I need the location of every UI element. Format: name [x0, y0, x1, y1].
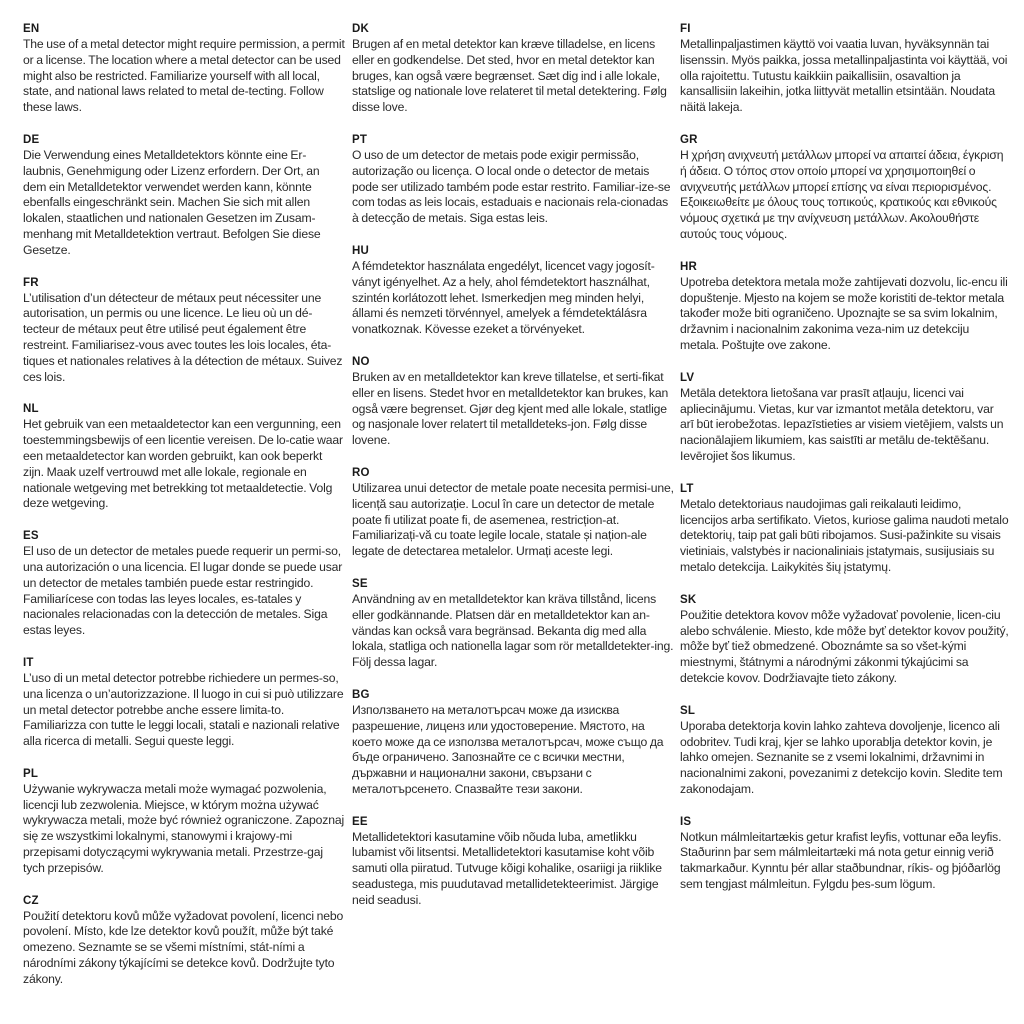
language-code: BG [352, 688, 370, 701]
notice-text: L’utilisation d’un détecteur de métaux peut nécessiter une autorisation, un permis ou une licence. Le lieu où un dé-tecteur de métaux peut être utilisé peut également être restreint. Familiarisez-vous avec toutes les lois locales, éta-tiques et nationales relatives à la détection de métaux. Suivez ces lois. [23, 290, 343, 384]
notice-text: Използването на металотърсач може да изисква разрешение, лиценз или удостоверение. Мястото, на което може да се използва металотърсач, може също да бъде ограничено. Запознайте се с всички местни, държавни и национални закони, свързани с металотърсенето. Спазвайте тези закони. [352, 702, 664, 796]
section-fr [23, 275, 345, 386]
notice-text: Notkun málmleitartækis getur krafist leyfis, vottunar eða leyfis. Staðurinn þar sem málmleitartæki má nota getur einnig verið takmarkaður. Kynntu þér allar staðbundnar, ríkis- og þjóðarlög sem tengjast málmleitun. Fylgdu þes-sum lögum. [680, 829, 1002, 892]
section-pl [23, 766, 345, 877]
notice-text: Användning av en metalldetektor kan kräva tillstånd, licens eller godkännande. Platsen där en metalldetektor kan an-vändas kan också vara begränsad. Bekanta dig med alla lokala, statliga och nationella lagar som rör metalldetekter-ing. Följ dessa lagar. [352, 591, 674, 670]
section-ro [352, 465, 674, 560]
language-code: DE [23, 133, 40, 146]
section-hu [352, 243, 674, 338]
language-code: IS [680, 815, 692, 828]
section-fi [680, 21, 1010, 116]
notice-text: Bruken av en metalldetektor kan kreve tillatelse, et serti-fikat eller en lisens. Stedet hvor en metalldetektor kan brukes, kan også være begrenset. Gjør deg kjent med alle lokale, statlige og nasjonale lover relatert til metalldeteks-jon. Følg disse lovene. [352, 369, 669, 448]
section-en [23, 21, 345, 116]
language-code: FI [680, 23, 691, 35]
language-code: NL [23, 403, 39, 416]
language-code: NO [352, 355, 370, 368]
notice-text: Utilizarea unui detector de metale poate necesita permisi-une, licență sau autorizație. Locul în care un detector de metale poate fi utilizat poate fi, de asemenea, restricțion-at. Familiarizați-vă cu toate legile locale, statale și națion-ale legate de detectarea metalelor. Urmați aceste legi. [352, 480, 674, 559]
notice-text: Het gebruik van een metaaldetector kan een vergunning, een toestemmingsbewijs of een licentie vereisen. De lo-catie waar een metaaldetector kan worden gebruikt, kan ook beperkt zijn. Maak uzelf vertrouwd met alle lokale, regionale en nationale wetgeving met betrekking tot metaaldetectie. Volg deze wetgeving. [23, 417, 343, 511]
notice-text: Uporaba detektorja kovin lahko zahteva dovoljenje, licenco ali odobritev. Tudi kraj, kjer se lahko uporablja detektor kovin, je lahko omejen. Seznanite se z vsemi lokalnimi, državnimi in nacionalnimi zakoni, povezanimi z detekcijo kovin. Sledite tem zakonodajam. [680, 718, 1003, 796]
section-gr [680, 132, 1010, 243]
section-sl [680, 703, 1010, 798]
notice-text: Metallinpaljastimen käyttö voi vaatia luvan, hyväksynnän tai lisenssin. Myös paikka, jossa metallinpaljastinta voi käyttää, voi olla rajoitettu. Tutustu kaikkiin paikallisiin, osavaltion ja kansallisiin lakeihin, jotka liittyvät metallin etsintään. Noudata näitä lakeja. [680, 37, 1008, 115]
notice-text: Použití detektoru kovů může vyžadovat povolení, licenci nebo povolení. Místo, kde lze detektor kovů použít, může být také omezeno. Seznamte se se všemi místními, stát-ními a národními zákony týkajícími se detekce kovů. Dodržujte tyto zákony. [23, 908, 344, 986]
language-code: LV [680, 371, 695, 384]
language-code: HR [680, 260, 698, 273]
column-left [23, 21, 345, 1004]
language-code: LT [680, 482, 694, 495]
notice-text: A fémdetektor használata engedélyt, licencet vagy jogosít-ványt igényelhet. Az a hely, ahol fémdetektort használhat, szintén korlátozott lehet. Ismerkedjen meg minden helyi, állami és nemzeti törvénnyel, amelyek a fémdetektálásra vonatkoznak. Kövesse ezeket a törvényeket. [352, 258, 655, 337]
notice-text: L’uso di un metal detector potrebbe richiedere un permes-so, una licenza o un’autorizzazione. Il luogo in cui si può utilizzare un metal detector potrebbe anche essere limita-to. Familiarizza con tutte le leggi locali, statali e nazionali relative alla ricerca di metalli. Segui queste leggi. [23, 670, 344, 749]
notice-text: Upotreba detektora metala može zahtijevati dozvolu, lic-encu ili dopuštenje. Mjesto na kojem se može koristiti de-tektor metala također može biti ograničeno. Upoznajte se sa svim lokalnim, državnim i nacionalnim zakonima veza-nim uz detekciju metala. Poštujte ove zakone. [680, 274, 1008, 352]
language-code: DK [352, 23, 370, 35]
notice-text: O uso de um detector de metais pode exigir permissão, autorização ou licença. O local onde o detector de metais pode ser utilizado também pode estar restrito. Familiar-ize-se com todas as leis locais, estaduais e nacionais rela-cionadas à detecção de metais. Siga estas leis. [352, 147, 671, 226]
notice-text: Metāla detektora lietošana var prasīt atļauju, licenci vai apliecinājumu. Vietas, kur var izmantot metāla detektoru, var arī būt ierobežotas. Iepazīstieties ar visiem vietējiem, valsts un nacionālajiem likumiem, kas saistīti ar metālu de-tektēšanu. Ievērojiet šos likumus. [680, 385, 1004, 463]
notice-text: Metalo detektoriaus naudojimas gali reikalauti leidimo, licencijos arba sertifikato. Vietos, kuriose galima naudoti metalo detektorių, taip pat gali būti ribojamos. Susi-pažinkite su visais vietiniais, valstybės ir nacionaliniais įstatymais, susijusiais su metalo detekcija. Laikykitės šių įstatymų. [680, 496, 1009, 574]
section-cz [23, 893, 345, 988]
notice-text: Brugen af en metal detektor kan kræve tilladelse, en licens eller en godkendelse. Det sted, hvor en metal detektor kan bruges, kan også være begrænset. Sæt dig ind i alle lokale, statslige og nationale love relateret til metal detektering. Følg disse love. [352, 37, 667, 115]
language-code: SK [680, 593, 697, 606]
section-pt [352, 132, 674, 227]
section-no [352, 354, 674, 449]
section-bg [352, 687, 674, 798]
language-code: HU [352, 244, 370, 257]
language-code: FR [23, 276, 39, 289]
section-de [23, 132, 345, 259]
language-code: RO [352, 466, 370, 479]
section-lv [680, 370, 1010, 465]
notice-text: The use of a metal detector might require permission, a permit or a license. The location where a metal detector can be used might also be restricted. Familiarize yourself with all local, state, and national laws related to metal de-tecting. Follow these laws. [23, 37, 345, 115]
language-code: CZ [23, 894, 39, 907]
section-ee [352, 814, 674, 909]
column-middle [352, 21, 674, 925]
section-dk [352, 21, 674, 116]
language-code: ES [23, 530, 39, 543]
notice-text: Używanie wykrywacza metali może wymagać pozwolenia, licencji lub zezwolenia. Miejsce, w którym można używać wykrywacza metali, może być również ograniczone. Zapoznaj się ze wszystkimi lokalnymi, stanowymi i krajowy-mi przepisami dotyczącymi wykrywania metali. Przestrze-gaj tych przepisów. [23, 781, 345, 875]
section-hr [680, 259, 1010, 354]
language-code: PT [352, 133, 368, 146]
notice-text: El uso de un detector de metales puede requerir un permi-so, una autorización o una licencia. El lugar donde se puede usar un detector de metales también puede estar restringido. Familiarícese con todas las leyes locales, es-tatales y nacionales relacionadas con la detección de metales. Siga estas leyes. [23, 544, 343, 638]
column-right [680, 21, 1010, 909]
notice-text: Metallidetektori kasutamine võib nõuda luba, ametlikku lubamist või litsentsi. Metallidetektori kasutamise koht võib samuti olla piiratud. Tutvuge kõigi kohalike, osariigi ja riiklike seadustega, mis puudutavad metallidetekteerimist. Järgige neid seadusi. [352, 829, 662, 907]
section-lt [680, 481, 1010, 576]
section-es [23, 528, 345, 639]
language-code: GR [680, 133, 698, 146]
language-code: SE [352, 577, 368, 590]
section-sk [680, 592, 1010, 687]
notice-text: Η χρήση ανιχνευτή μετάλλων μπορεί να απαιτεί άδεια, έγκριση ή άδεια. Ο τόπος στον οποίο μπορεί να χρησιμοποιηθεί ο ανιχνευτής μετάλλων μπορεί επίσης να είναι περιορισμένος. Εξοικειωθείτε με όλους τους τοπικούς, κρατικούς και εθνικούς νόμους σχετικά με την ανίχνευση μετάλλων. Ακολουθήστε αυτούς τους νόμους. [680, 147, 1004, 241]
language-code: EN [23, 23, 40, 35]
language-code: SL [680, 704, 696, 717]
language-code: EE [352, 815, 368, 828]
notice-text: Použitie detektora kovov môže vyžadovať povolenie, licen-ciu alebo schválenie. Miesto, kde môže byť detektor kovov použitý, môže byť tiež obmedzené. Oboznámte sa so všet-kými miestnymi, štátnymi a národnými zákonmi týkajúcimi sa detekcie kovov. Dodržiavajte tieto zákony. [680, 607, 1009, 685]
section-it [23, 655, 345, 750]
language-code: IT [23, 656, 34, 669]
section-is [680, 814, 1010, 893]
section-se [352, 576, 674, 671]
language-code: PL [23, 767, 39, 780]
notice-text: Die Verwendung eines Metalldetektors könnte eine Er-laubnis, Genehmigung oder Lizenz erfordern. Der Ort, an dem ein Metalldetektor verwendet werden kann, könnte ebenfalls eingeschränkt sein. Machen Sie sich mit allen lokalen, staatlichen und nationalen Gesetzen im Zusam-menhang mit Metalldetektion vertraut. Befolgen Sie diese Gesetze. [23, 147, 321, 257]
section-nl [23, 401, 345, 512]
